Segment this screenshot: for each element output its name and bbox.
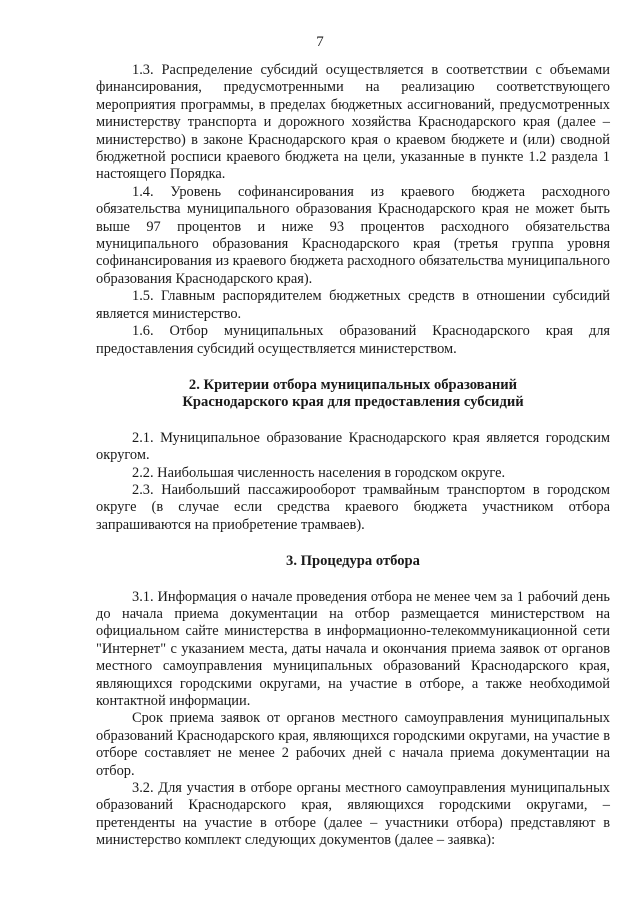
- paragraph-3-1-deadline: Срок приема заявок от органов местного самоуправления муниципальных образований Краснодарского края, являющихся городскими округами, на участие в отборе составляет не менее 2 рабочих дней с начала приема документации на отбор.: [96, 710, 610, 779]
- section-2-heading-line-1: 2. Критерии отбора муниципальных образований: [188, 376, 518, 393]
- paragraph-1-5: 1.5. Главным распорядителем бюджетных средств в отношении субсидий является министерство.: [96, 288, 610, 322]
- paragraph-2-1: 2.1. Муниципальное образование Краснодарского края является городским округом.: [96, 429, 610, 464]
- section-3-heading: [96, 553, 610, 570]
- section-3-body: [96, 589, 610, 850]
- paragraph-1-4: 1.4. Уровень софинансирования из краевого бюджета расходного обязательства муниципального образования Краснодарского края не может быть выше 97 процентов и ниже 93 процентов расходного обязательства муниципального образования Краснодарского края (третья группа уровня софинансирования из краевого бюджета расходного обязательства муниципального образования Краснодарского края).: [96, 183, 610, 287]
- paragraph-2-2: 2.2. Наибольшая численность населения в городском округе.: [132, 464, 506, 481]
- page-number: 7: [316, 34, 324, 50]
- paragraph-1-3: 1.3. Распределение субсидий осуществляется в соответствии с объемами финансирования, предусмотренными на реализацию соответствующего мероприятия программы, в пределах бюджетных ассигнований, предусмотренных министерству транспорта и дорожного хозяйства Краснодарского края (далее – министерство) в законе Краснодарского края о краевом бюджете и (или) сводной бюджетной росписи краевого бюджета на цели, указанные в пункте 1.2 раздела 1 настоящего Порядка.: [96, 62, 610, 183]
- section-2-heading-line-2: Краснодарского края для предоставления субсидий: [182, 394, 524, 411]
- document-body: [96, 62, 610, 850]
- section-2-body: [96, 430, 610, 534]
- paragraph-2-3: 2.3. Наибольший пассажирооборот трамвайным транспортом в городском округе (в случае если средства краевого бюджета участником отбора запрашиваются на приобретение трамваев).: [96, 481, 610, 533]
- section-2-heading: [96, 377, 610, 412]
- paragraph-3-1: 3.1. Информация о начале проведения отбора не менее чем за 1 рабочий день до начала приема документации на отбор размещается министерством на официальном сайте министерства в информационно-телекоммуникационной сети "Интернет" с указанием места, даты начала и окончания приема заявок от органов местного самоуправления муниципальных образований Краснодарского края, являющихся городскими округами, на участие в отборе, а также необходимой контактной информации.: [96, 588, 610, 709]
- section-3-heading-line: 3. Процедура отбора: [286, 553, 420, 570]
- paragraph-3-2: 3.2. Для участия в отборе органы местного самоуправления муниципальных образований Краснодарского края, являющихся городскими округами, – претенденты на участие в отборе (далее – участники отбора) представляют в министерство комплект следующих документов (далее – заявка):: [96, 780, 610, 849]
- paragraph-1-6: 1.6. Отбор муниципальных образований Краснодарского края для предоставления субсидий осуществляется министерством.: [96, 323, 610, 357]
